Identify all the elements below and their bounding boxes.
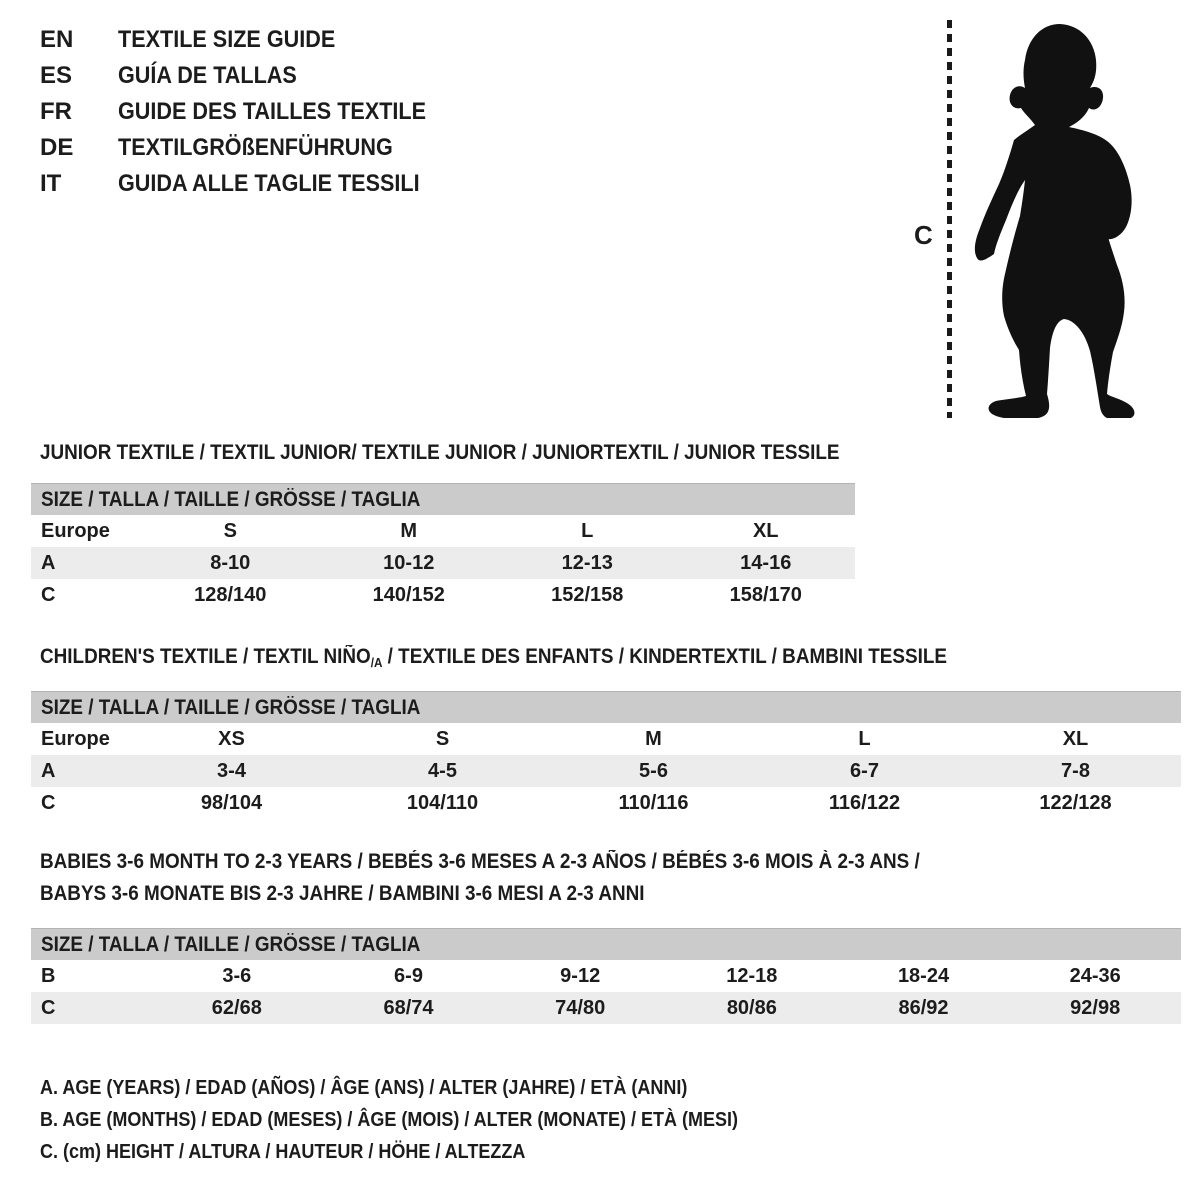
legend-row-b [40,1104,816,1136]
junior-row-europe [31,515,855,547]
value-cell: 8-10 [210,551,251,574]
value-cell: 110/116 [618,791,689,814]
babies-section-title [40,846,1018,910]
value-cell: 12-13 [561,551,613,574]
value-cell: 6-9 [394,964,423,987]
value-cell: 68/74 [383,996,434,1019]
lang-code-es: ES [40,62,73,89]
row-label: C [41,583,56,606]
row-label: A [41,551,56,574]
junior-size-table [31,483,855,611]
legend-row-a [40,1072,816,1104]
lang-code-en: EN [40,26,74,53]
language-title-list [40,22,460,202]
children-size-table [31,691,1181,819]
junior-row-height [31,579,855,611]
children-size-header-label: SIZE / TALLA / TAILLE / GRÖSSE / TAGLIA [41,695,421,719]
value-cell: 10-12 [383,551,435,574]
value-cell: 6-7 [850,759,879,782]
value-cell: 24-36 [1069,964,1121,987]
lang-row-es [40,58,460,94]
children-section-title [40,641,1048,675]
lang-label-it: GUIDA ALLE TAGLIE TESSILI [118,170,420,197]
value-cell: 14-16 [740,551,792,574]
value-cell: 18-24 [897,964,950,987]
legend-text-a: A. AGE (YEARS) / EDAD (AÑOS) / ÂGE (ANS) / ALTER (JAHRE) / ETÀ (ANNI) [40,1076,688,1099]
lang-code-it: IT [40,170,62,197]
measurement-legend [40,1072,816,1168]
value-cell: 74/80 [555,996,606,1019]
lang-row-en [40,22,460,58]
value-cell: 86/92 [898,996,949,1019]
junior-section-title [40,437,928,469]
height-measure-dashed-line [947,20,952,418]
lang-code-fr: FR [40,98,72,125]
row-label: Europe [41,519,110,542]
babies-title-line1-wrap [40,846,1018,878]
lang-row-it [40,166,460,202]
size-cell: XL [1062,727,1089,750]
value-cell: 152/158 [551,583,624,606]
children-title-suffix: / TEXTILE DES ENFANTS / KINDERTEXTIL / BAMBINI TESSILE [382,645,948,668]
lang-code-de: DE [40,134,74,161]
children-title-subscript: /A [370,655,383,670]
legend-text-c: C. (cm) HEIGHT / ALTURA / HAUTEUR / HÖHE / ALTEZZA [40,1140,526,1163]
lang-label-fr: GUIDE DES TAILLES TEXTILE [118,98,427,125]
lang-label-de: TEXTILGRÖßENFÜHRUNG [118,134,393,161]
size-cell: XL [752,519,779,542]
value-cell: 62/68 [211,996,262,1019]
size-cell: L [858,727,871,750]
row-label: B [41,964,56,987]
legend-text-b: B. AGE (MONTHS) / EDAD (MESES) / ÂGE (MOIS) / ALTER (MONATE) / ETÀ (MESI) [40,1108,738,1131]
babies-row-months [31,960,1181,992]
size-cell: L [581,519,594,542]
value-cell: 116/122 [828,791,901,814]
value-cell: 128/140 [194,583,267,606]
value-cell: 122/128 [1039,791,1112,814]
value-cell: 5-6 [639,759,668,782]
children-row-age [31,755,1181,787]
babies-title-line2: BABYS 3-6 MONATE BIS 2-3 JAHRE / BAMBINI 3-6 MESI A 2-3 ANNI [40,882,645,905]
size-cell: M [400,519,418,542]
legend-row-c [40,1136,816,1168]
size-cell: XS [218,727,245,750]
value-cell: 140/152 [372,583,445,606]
row-label: Europe [41,727,110,750]
babies-size-header-label: SIZE / TALLA / TAILLE / GRÖSSE / TAGLIA [41,932,421,956]
lang-row-fr [40,94,460,130]
babies-size-table [31,928,1181,1024]
value-cell: 12-18 [726,964,778,987]
row-label: A [41,759,56,782]
value-cell: 9-12 [560,964,601,987]
babies-size-header-bar [31,928,1181,960]
value-cell: 3-4 [217,759,246,782]
height-measure-label: C [914,220,933,250]
lang-label-en: TEXTILE SIZE GUIDE [118,26,336,53]
babies-title-line2-wrap [40,878,1018,910]
size-cell: S [223,519,237,542]
size-cell: S [435,727,450,750]
value-cell: 98/104 [200,791,263,814]
babies-row-height [31,992,1181,1024]
children-row-height [31,787,1181,819]
value-cell: 3-6 [222,964,252,987]
junior-size-header-bar [31,483,855,515]
children-title-text [40,641,947,675]
children-title-prefix: CHILDREN'S TEXTILE / TEXTIL NIÑO [40,645,371,668]
value-cell: 158/170 [729,583,802,606]
row-label: C [41,996,56,1019]
value-cell: 80/86 [726,996,777,1019]
lang-row-de [40,130,460,166]
row-label: C [41,791,56,814]
junior-row-age [31,547,855,579]
value-cell: 4-5 [428,759,457,782]
lang-label-es: GUÍA DE TALLAS [118,62,297,89]
children-size-header-bar [31,691,1181,723]
junior-title-text: JUNIOR TEXTILE / TEXTIL JUNIOR/ TEXTILE JUNIOR / JUNIORTEXTIL / JUNIOR TESSILE [40,441,840,464]
size-cell: M [645,727,662,750]
babies-title-line1: BABIES 3-6 MONTH TO 2-3 YEARS / BEBÉS 3-6 MESES A 2-3 AÑOS / BÉBÉS 3-6 MOIS À 2-3 ANS / [40,850,920,873]
value-cell: 92/98 [1070,996,1121,1019]
children-row-europe [31,723,1181,755]
value-cell: 7-8 [1061,759,1090,782]
value-cell: 104/110 [406,791,479,814]
junior-size-header-label: SIZE / TALLA / TAILLE / GRÖSSE / TAGLIA [41,487,421,511]
toddler-silhouette-icon [968,18,1136,418]
